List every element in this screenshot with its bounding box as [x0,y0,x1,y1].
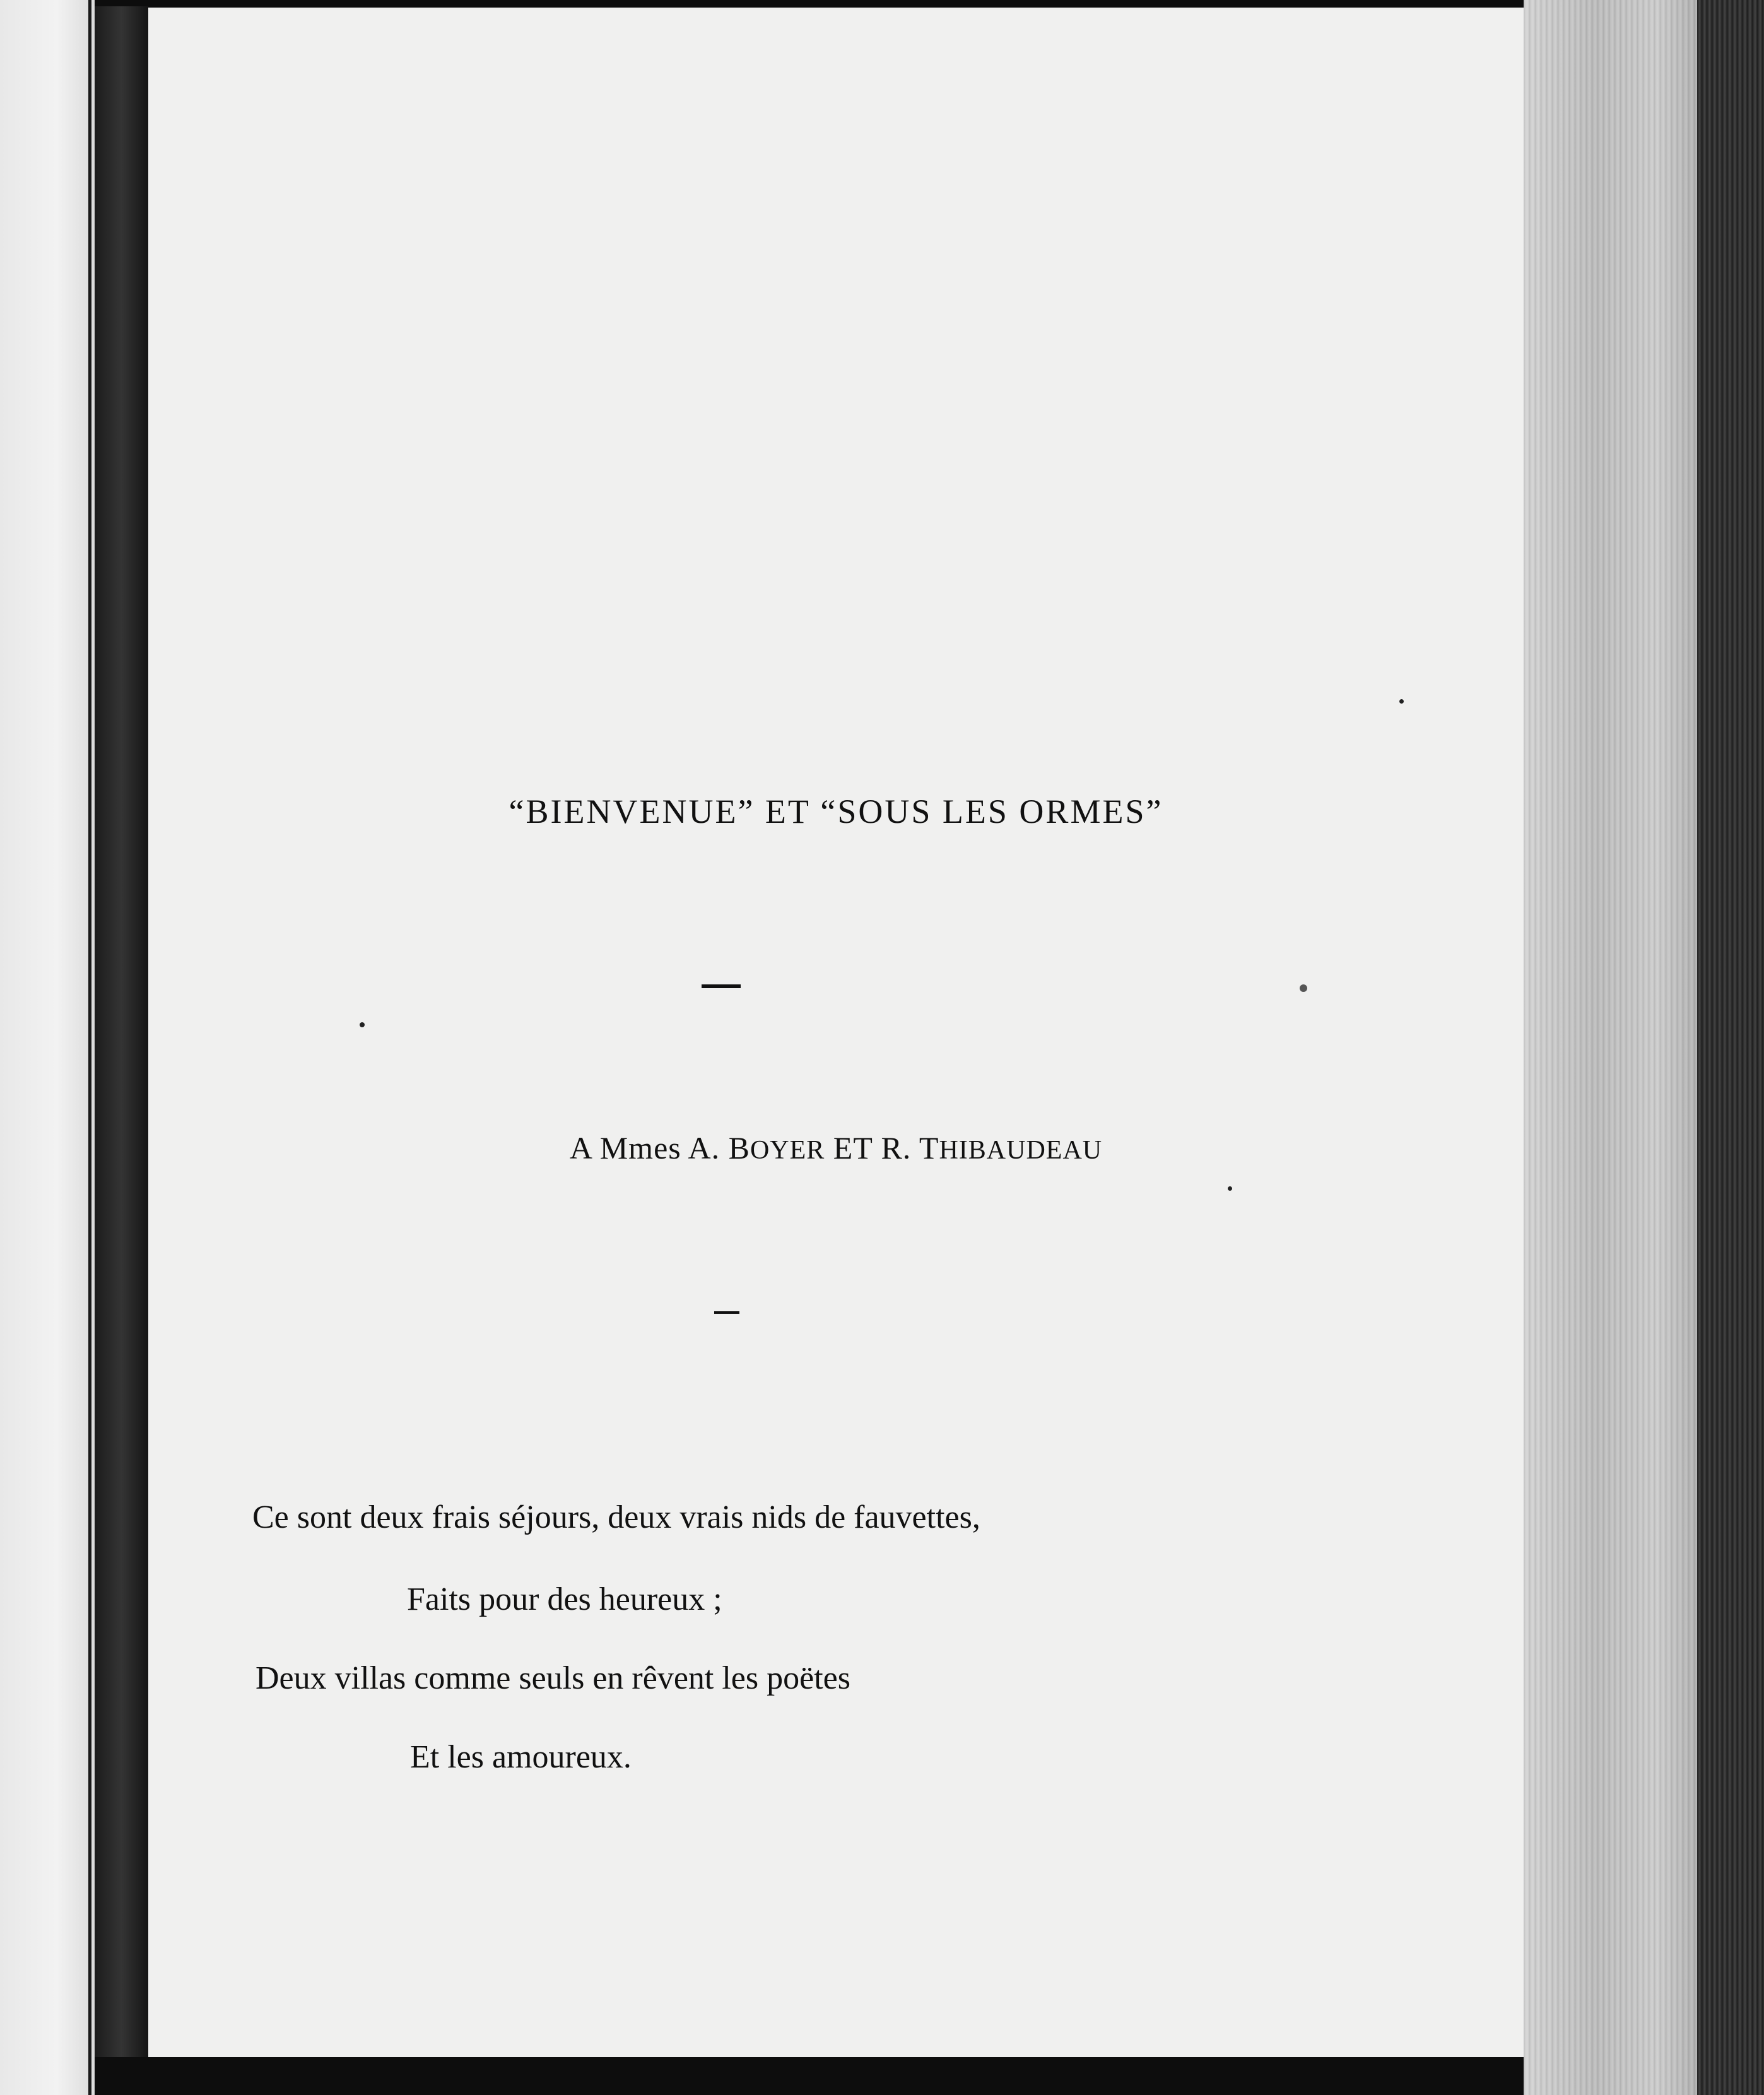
book-page [148,8,1524,2057]
verse-line: Deux villas comme seuls en rêvent les poëtes [256,1660,850,1696]
dedication [148,1130,1524,1166]
verse-line: Ce sont deux frais séjours, deux vrais nids de fauvettes, [252,1499,980,1535]
dedication-name1-rest: OYER [750,1136,825,1165]
dedication-name1-initial: B [728,1130,750,1166]
title-separator [702,984,741,988]
ink-speck [360,1022,365,1027]
verse-line: Et les amoureux. [410,1739,632,1775]
left-page-border [88,0,91,2095]
page-block-shadow [1697,0,1764,2095]
ink-speck [1228,1186,1232,1191]
dedication-name2-rest: HIBAUDEAU [939,1136,1103,1165]
ink-speck [1300,984,1307,992]
book-gutter [95,6,148,2057]
dedication-separator [714,1311,739,1314]
dedication-middle: ET R. [825,1130,919,1166]
left-page-edge [0,0,95,2095]
dedication-name2-initial: T [919,1130,939,1166]
verse-line: Faits pour des heureux ; [407,1581,722,1617]
ink-speck [1399,699,1404,704]
dedication-prefix: A Mmes A. [569,1130,729,1166]
poem-title: “BIENVENUE” ET “SOUS LES ORMES” [509,793,1163,830]
